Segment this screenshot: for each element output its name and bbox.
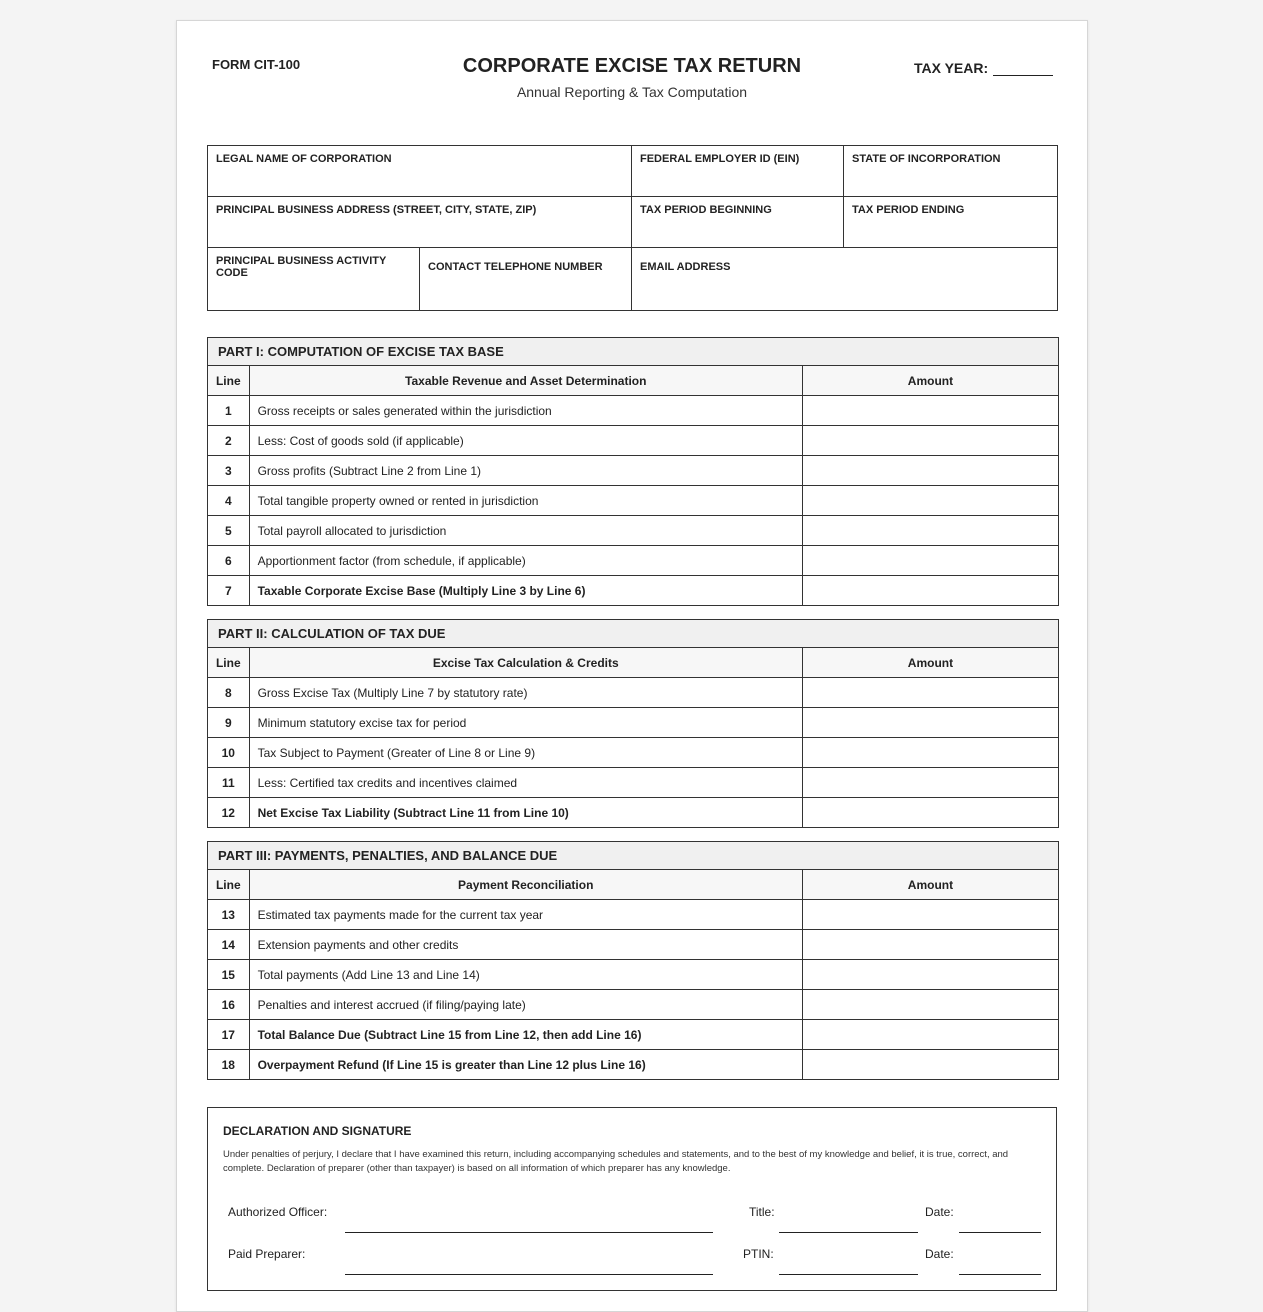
- line-number: 14: [208, 930, 249, 960]
- line-description: Total payroll allocated to jurisdiction: [249, 516, 802, 546]
- line-description: Gross profits (Subtract Line 2 from Line 1): [249, 456, 802, 486]
- line-number: 8: [208, 678, 249, 708]
- amount-input[interactable]: [802, 708, 1058, 738]
- amount-input[interactable]: [802, 516, 1058, 546]
- line-number: 17: [208, 1020, 249, 1050]
- legal-name-field[interactable]: [208, 146, 632, 197]
- amount-input[interactable]: [802, 738, 1058, 768]
- line-number: 4: [208, 486, 249, 516]
- phone-label: CONTACT TELEPHONE NUMBER: [428, 261, 603, 273]
- part-3-section: [207, 841, 1059, 1080]
- table-row: [208, 798, 1058, 828]
- line-number: 3: [208, 456, 249, 486]
- form-id: FORM CIT-100: [212, 57, 301, 72]
- line-number: 15: [208, 960, 249, 990]
- part-2-table: [208, 648, 1058, 827]
- email-label: EMAIL ADDRESS: [640, 261, 731, 273]
- col-header-description: Taxable Revenue and Asset Determination: [249, 366, 802, 396]
- table-row: [208, 960, 1058, 990]
- table-row: [208, 426, 1058, 456]
- ptin-label: PTIN:: [743, 1247, 774, 1261]
- preparer-date-line[interactable]: [959, 1273, 1041, 1275]
- col-header-line: Line: [208, 870, 249, 900]
- amount-input[interactable]: [802, 960, 1058, 990]
- title-input-line[interactable]: [779, 1231, 918, 1233]
- line-number: 16: [208, 990, 249, 1020]
- line-number: 6: [208, 546, 249, 576]
- declaration-title: DECLARATION AND SIGNATURE: [223, 1124, 412, 1138]
- part-2-title: PART II: CALCULATION OF TAX DUE: [208, 620, 1058, 648]
- amount-input[interactable]: [802, 426, 1058, 456]
- declaration-section: [207, 1107, 1057, 1291]
- amount-input[interactable]: [802, 546, 1058, 576]
- amount-input[interactable]: [802, 678, 1058, 708]
- part-1-title: PART I: COMPUTATION OF EXCISE TAX BASE: [208, 338, 1058, 366]
- amount-input[interactable]: [802, 456, 1058, 486]
- date-label: Date:: [925, 1205, 954, 1219]
- ein-field[interactable]: [632, 146, 844, 197]
- table-row: [208, 1050, 1058, 1080]
- period-begin-field[interactable]: [632, 197, 844, 248]
- line-number: 2: [208, 426, 249, 456]
- ptin-input-line[interactable]: [779, 1273, 918, 1275]
- line-description: Extension payments and other credits: [249, 930, 802, 960]
- amount-input[interactable]: [802, 798, 1058, 828]
- line-description: Minimum statutory excise tax for period: [249, 708, 802, 738]
- line-number: 12: [208, 798, 249, 828]
- amount-input[interactable]: [802, 900, 1058, 930]
- line-description: Less: Cost of goods sold (if applicable): [249, 426, 802, 456]
- table-row: [208, 516, 1058, 546]
- line-number: 13: [208, 900, 249, 930]
- table-row: [208, 930, 1058, 960]
- line-description: Tax Subject to Payment (Greater of Line 8 or Line 9): [249, 738, 802, 768]
- amount-input[interactable]: [802, 1020, 1058, 1050]
- part-1-section: [207, 337, 1059, 606]
- tax-year-input-line[interactable]: [993, 61, 1053, 76]
- line-description: Total Balance Due (Subtract Line 15 from Line 12, then add Line 16): [249, 1020, 802, 1050]
- period-begin-label: TAX PERIOD BEGINNING: [640, 204, 772, 216]
- col-header-line: Line: [208, 366, 249, 396]
- address-field[interactable]: [208, 197, 632, 248]
- line-number: 9: [208, 708, 249, 738]
- amount-input[interactable]: [802, 576, 1058, 606]
- part-3-table: [208, 870, 1058, 1079]
- officer-signature-line[interactable]: [345, 1231, 713, 1233]
- table-row: [208, 738, 1058, 768]
- table-row: [208, 396, 1058, 426]
- table-row: [208, 576, 1058, 606]
- phone-field[interactable]: [420, 248, 632, 311]
- line-description: Net Excise Tax Liability (Subtract Line 11 from Line 10): [249, 798, 802, 828]
- form-title: CORPORATE EXCISE TAX RETURN: [462, 55, 802, 77]
- table-row: [208, 990, 1058, 1020]
- line-description: Gross receipts or sales generated within the jurisdiction: [249, 396, 802, 426]
- line-number: 10: [208, 738, 249, 768]
- amount-input[interactable]: [802, 768, 1058, 798]
- amount-input[interactable]: [802, 486, 1058, 516]
- state-field[interactable]: [844, 146, 1058, 197]
- col-header-amount: Amount: [802, 870, 1058, 900]
- line-description: Taxable Corporate Excise Base (Multiply Line 3 by Line 6): [249, 576, 802, 606]
- line-description: Total payments (Add Line 13 and Line 14): [249, 960, 802, 990]
- period-end-label: TAX PERIOD ENDING: [852, 204, 965, 216]
- table-row: [208, 768, 1058, 798]
- line-number: 5: [208, 516, 249, 546]
- period-end-field[interactable]: [844, 197, 1058, 248]
- amount-input[interactable]: [802, 1050, 1058, 1080]
- corporation-info-grid: [207, 145, 1058, 311]
- col-header-line: Line: [208, 648, 249, 678]
- address-label: PRINCIPAL BUSINESS ADDRESS (STREET, CITY, STATE, ZIP): [216, 204, 537, 216]
- table-row: [208, 456, 1058, 486]
- officer-label: Authorized Officer:: [228, 1205, 328, 1219]
- date2-label: Date:: [925, 1247, 954, 1261]
- form-header: [177, 21, 1087, 141]
- line-number: 1: [208, 396, 249, 426]
- amount-input[interactable]: [802, 990, 1058, 1020]
- line-number: 11: [208, 768, 249, 798]
- line-description: Penalties and interest accrued (if filing/paying late): [249, 990, 802, 1020]
- line-number: 18: [208, 1050, 249, 1080]
- col-header-description: Payment Reconciliation: [249, 870, 802, 900]
- line-description: Apportionment factor (from schedule, if applicable): [249, 546, 802, 576]
- activity-code-label: PRINCIPAL BUSINESS ACTIVITY CODE: [216, 255, 387, 279]
- line-description: Gross Excise Tax (Multiply Line 7 by statutory rate): [249, 678, 802, 708]
- table-row: [208, 678, 1058, 708]
- table-row: [208, 1020, 1058, 1050]
- col-header-description: Excise Tax Calculation & Credits: [249, 648, 802, 678]
- ein-label: FEDERAL EMPLOYER ID (EIN): [640, 153, 800, 165]
- line-description: Estimated tax payments made for the current tax year: [249, 900, 802, 930]
- title-label: Title:: [749, 1205, 775, 1219]
- tax-form-page: [176, 20, 1088, 1312]
- table-row: [208, 546, 1058, 576]
- amount-input[interactable]: [802, 930, 1058, 960]
- activity-code-field[interactable]: [208, 248, 420, 311]
- state-label: STATE OF INCORPORATION: [852, 153, 1001, 165]
- amount-input[interactable]: [802, 396, 1058, 426]
- email-field[interactable]: [632, 248, 1058, 311]
- tax-year-label: TAX YEAR:: [914, 60, 989, 76]
- line-description: Overpayment Refund (If Line 15 is greater than Line 12 plus Line 16): [249, 1050, 802, 1080]
- part-3-title: PART III: PAYMENTS, PENALTIES, AND BALANCE DUE: [208, 842, 1058, 870]
- table-row: [208, 486, 1058, 516]
- line-description: Less: Certified tax credits and incentives claimed: [249, 768, 802, 798]
- form-subtitle: Annual Reporting & Tax Computation: [516, 84, 748, 100]
- declaration-text: Under penalties of perjury, I declare that I have examined this return, including accompanying schedules and statements, and to the best of my knowledge and belief, it is true, correct, and complete. Declaration of preparer (other than taxpayer) is based on all information of which preparer has any knowledge.: [223, 1149, 1009, 1174]
- preparer-label: Paid Preparer:: [228, 1247, 306, 1261]
- col-header-amount: Amount: [802, 648, 1058, 678]
- col-header-amount: Amount: [802, 366, 1058, 396]
- part-1-table: [208, 366, 1058, 605]
- part-2-section: [207, 619, 1059, 828]
- tax-year-field: [914, 60, 1053, 76]
- table-row: [208, 708, 1058, 738]
- legal-name-label: LEGAL NAME OF CORPORATION: [216, 153, 392, 165]
- table-row: [208, 900, 1058, 930]
- line-description: Total tangible property owned or rented in jurisdiction: [249, 486, 802, 516]
- preparer-signature-line[interactable]: [345, 1273, 713, 1275]
- line-number: 7: [208, 576, 249, 606]
- officer-date-line[interactable]: [959, 1231, 1041, 1233]
